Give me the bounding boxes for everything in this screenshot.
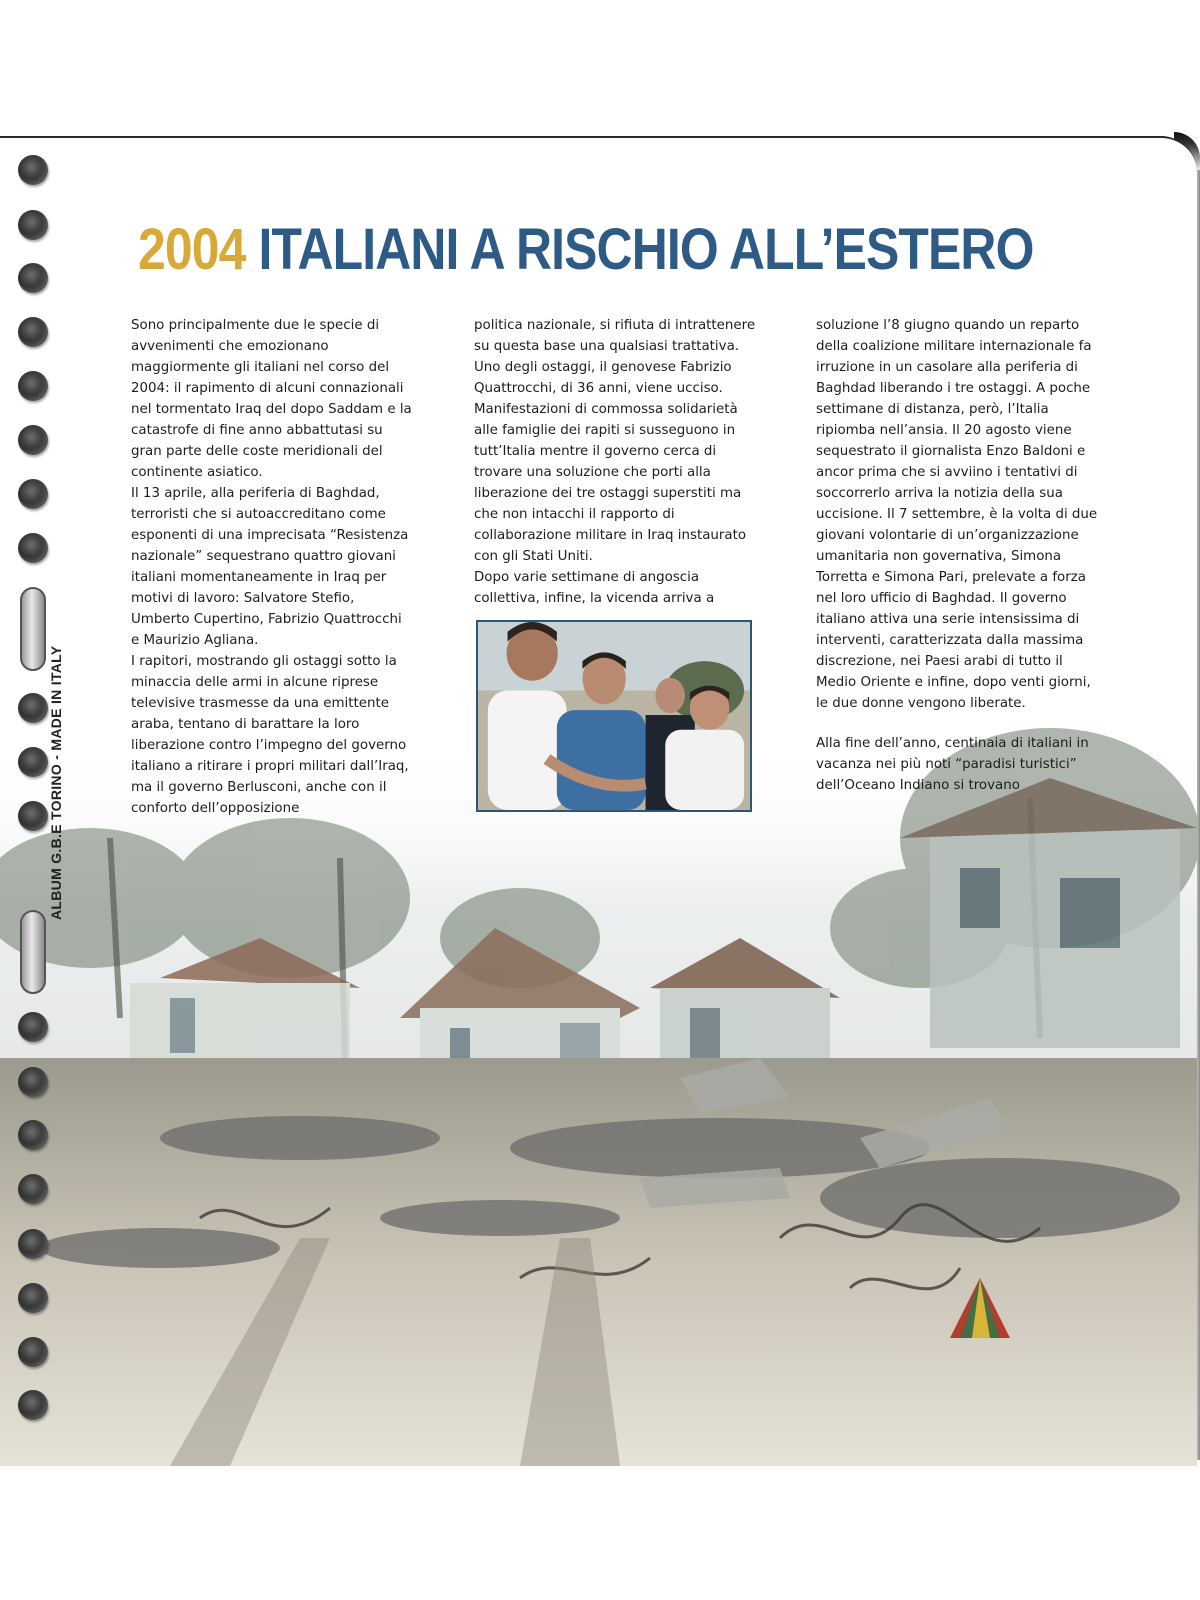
binding-ring: [18, 1012, 48, 1042]
title-year: 2004: [138, 217, 246, 282]
binding-ring: [18, 1283, 48, 1313]
text-column-3: [816, 315, 1098, 796]
paragraph: Sono principalmente due le specie di avvenimenti che emozionano maggiormente gli italiani nel corso del 2004: il rapimento di alcuni connazionali nel tormentato Iraq del dopo Saddam e la catastrofe di fine anno abbattutasi su gran parte delle coste meridionali del continente asiatico.: [131, 318, 412, 480]
binding-ring: [18, 1120, 48, 1150]
binding-ring: [18, 425, 48, 455]
paragraph: I rapitori, mostrando gli ostaggi sotto la minaccia delle armi in alcune riprese televisive trasmesse da una emittente araba, tentano di barattare la loro liberazione contro l’impegno del governo italiano a ritirare i propri militari dall’Iraq, ma il governo Berlusconi, anche con il conforto dell’opposizione: [131, 654, 409, 816]
binding-ring: [18, 263, 48, 293]
hostages-liberation-photo: [476, 620, 752, 812]
paragraph: politica nazionale, si rifiuta di intrattenere su questa base una qualsiasi trattativa. Uno degli ostaggi, il genovese Fabrizio Quattrocchi, di 36 anni, viene ucciso. Manifestazioni di commossa solidarietà alle famiglie dei rapiti si susseguono in tutt’Italia mentre il governo cerca di trovare una soluzione che porti alla liberazione dei tre ostaggi superstiti ma che non intacchi il rapporto di collaborazione militare in Iraq instaurato con gli Stati Uniti.: [474, 318, 756, 564]
binding-ring: [18, 801, 48, 831]
binding-ring: [18, 533, 48, 563]
page-title: [138, 216, 1034, 296]
binding-slot: [20, 910, 46, 994]
binding-ring: [18, 1337, 48, 1367]
binding-ring: [18, 693, 48, 723]
binding-ring: [18, 371, 48, 401]
binding-ring: [18, 1174, 48, 1204]
binding-ring: [18, 210, 48, 240]
paragraph-gap: [816, 714, 1098, 733]
paragraph: Alla fine dell’anno, centinaia di italiani in vacanza nei più noti “paradisi turistici” dell’Oceano Indiano si trovano: [816, 736, 1089, 793]
binding-ring: [18, 155, 48, 185]
text-column-2: [474, 315, 756, 609]
binding-ring: [18, 317, 48, 347]
binding-ring: [18, 1229, 48, 1259]
binding-ring: [18, 1067, 48, 1097]
binding-ring: [18, 1390, 48, 1420]
title-text: ITALIANI A RISCHIO ALL’ESTERO: [258, 217, 1034, 282]
paragraph: Il 13 aprile, alla periferia di Baghdad, terroristi che si autoaccreditano come esponenti di una imprecisata “Resistenza nazionale” sequestrano quattro giovani italiani momentaneamente in Iraq per motivi di lavoro: Salvatore Stefio, Umberto Cupertino, Fabrizio Quattrocchi e Maurizio Agliana.: [131, 486, 409, 648]
album-brand-label: ALBUM G.B.E TORINO - MADE IN ITALY: [48, 645, 64, 920]
text-column-1: [131, 315, 413, 819]
binding-slot: [20, 587, 46, 671]
paragraph: Dopo varie settimane di angoscia collettiva, infine, la vicenda arriva a: [474, 570, 715, 606]
binding-ring: [18, 747, 48, 777]
paragraph: soluzione l’8 giugno quando un reparto della coalizione militare internazionale fa irruzione in un casolare alla periferia di Baghdad liberando i tre ostaggi. A poche settimane di distanza, però, l’Italia ripiomba nell’ansia. Il 20 agosto viene sequestrato il giornalista Enzo Baldoni e ancor prima che si avviino i tentativi di soccorrerlo arriva la notizia della sua uccisione. Il 7 settembre, è la volta di due giovani volontarie di un’organizzazione umanitaria non governativa, Simona Torretta e Simona Pari, prelevate a forza nel loro ufficio di Baghdad. Il governo italiano attiva una serie intensissima di interventi, caratterizzata dalla massima discrezione, nei Paesi arabi di tutto il Medio Oriente e infine, dopo venti giorni, le due donne vengono liberate.: [816, 318, 1098, 711]
binding-ring: [18, 479, 48, 509]
